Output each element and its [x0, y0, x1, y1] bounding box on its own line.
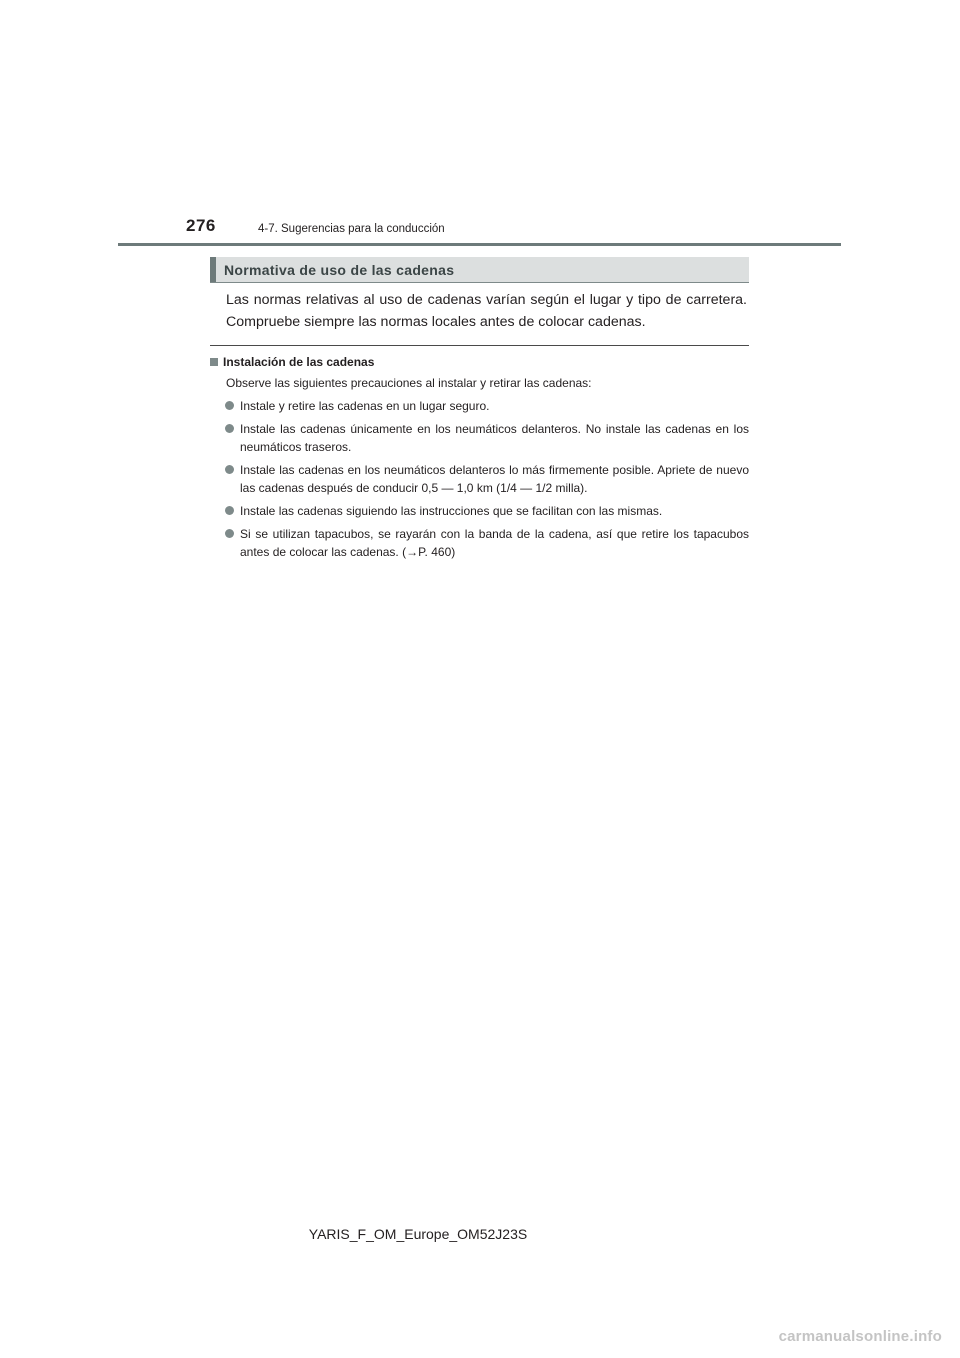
header-rule	[118, 243, 841, 246]
running-header: 4-7. Sugerencias para la conducción	[258, 223, 445, 235]
footer	[0, 1226, 960, 1242]
list-item	[223, 420, 749, 456]
subsection-title: Instalación de las cadenas	[223, 355, 375, 369]
list-item-text: Instale las cadenas únicamente en los neumáticos delanteros. No instale las cadenas en los neumáticos traseros.	[240, 422, 749, 454]
section-title: Normativa de uso de las cadenas	[224, 262, 455, 278]
divider	[210, 345, 749, 346]
section-title-bar	[210, 257, 749, 283]
circle-bullet-icon	[225, 529, 234, 538]
list-item	[223, 502, 749, 520]
circle-bullet-icon	[225, 506, 234, 515]
list-item	[223, 461, 749, 497]
list-item-text: Instale las cadenas siguiendo las instrucciones que se facilitan con las mismas.	[240, 504, 663, 518]
subsection-heading	[210, 355, 374, 369]
list-item	[223, 525, 749, 561]
document-id: YARIS_F_OM_Europe_OM52J23S	[308, 1226, 528, 1242]
square-bullet-icon	[210, 358, 218, 366]
precautions-list	[223, 397, 749, 566]
circle-bullet-icon	[225, 401, 234, 410]
list-item-text: Si se utilizan tapacubos, se rayarán con la banda de la cadena, así que retire los tapacubos antes de colocar las cadenas. (→P. 460)	[240, 527, 749, 559]
circle-bullet-icon	[225, 424, 234, 433]
list-item-text: Instale las cadenas en los neumáticos delanteros lo más firmemente posible. Apriete de nuevo las cadenas después de conducir 0,5 — 1,0 km (1/4 — 1/2 milla).	[240, 463, 749, 495]
page-number: 276	[186, 216, 216, 235]
watermark: carmanualsonline.info	[778, 1328, 942, 1345]
section-accent-stripe	[210, 257, 216, 282]
section-intro: Las normas relativas al uso de cadenas varían según el lugar y tipo de carretera. Compruebe siempre las normas locales antes de colocar cadenas.	[226, 292, 747, 330]
circle-bullet-icon	[225, 465, 234, 474]
subsection-intro: Observe las siguientes precauciones al instalar y retirar las cadenas:	[226, 376, 592, 390]
list-item	[223, 397, 749, 415]
list-item-text: Instale y retire las cadenas en un lugar seguro.	[240, 399, 490, 413]
